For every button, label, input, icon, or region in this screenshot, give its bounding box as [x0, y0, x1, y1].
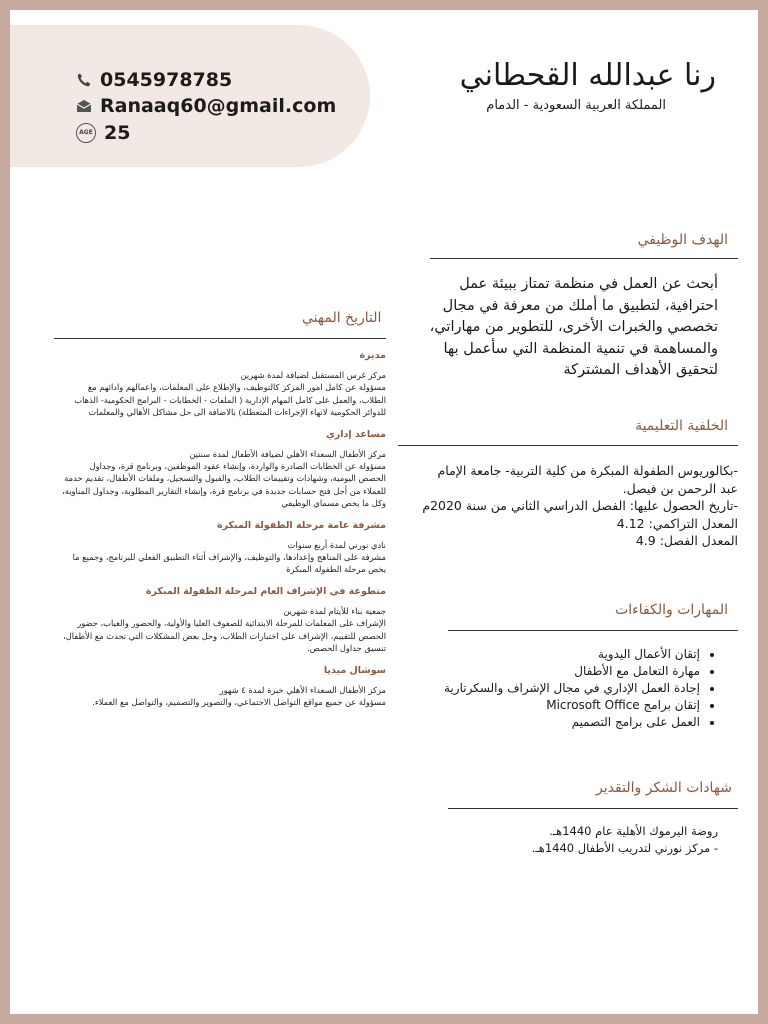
experience-title: التاريخ المهني: [302, 310, 382, 326]
skills-divider: [448, 630, 738, 631]
skill-item: • إجادة العمل الإداري في مجال الإشراف والسكرتارية: [400, 680, 700, 697]
job-description: جمعية بناء للأيتام لمدة شهرين الإشراف على المعلمات للمرحلة الابتدائية للصفوف العليا والأولية، والحضور والغياب، حضور الحصص للتقييم، الإشراف على اختبارات الطلاب، وحل بعض المشكلات التي تحدث مع الأطفال، تنسيق جداول الحصص.: [63, 605, 386, 654]
education-divider: [398, 445, 738, 446]
objective-title: الهدف الوظيفي: [637, 232, 728, 248]
experience-item: [60, 429, 386, 510]
experience-item: [60, 665, 386, 709]
job-title: مساعد إداري: [326, 428, 386, 440]
age-line: [76, 122, 130, 144]
education-title: الخلفية التعليمية: [635, 418, 728, 434]
awards-divider: [448, 808, 738, 809]
job-description: مركز غرس المستقبل لضيافة لمدة شهرين مسؤولة عن كامل امور المركز كالتوظيف، والإطلاع على المعلمات، واعمالهم وادائهم مع الطلاب، والعمل على كامل المهام الإدارية ( الملفات - الخطابات - البرامج الحكومية- الذهاب للدوائر الحكومية لانهاء الإجراءات المتعطلة) بالاضافة الى حل مشاكل الأهالي والمعلمات: [74, 370, 386, 418]
email-line: [76, 95, 336, 117]
experience-item: [60, 586, 386, 655]
email-address[interactable]: Ranaaq60@gmail.com: [100, 95, 337, 117]
candidate-location: المملكة العربية السعودية - الدمام: [486, 98, 666, 113]
awards-title: شهادات الشكر والتقدير: [596, 780, 732, 796]
phone-line: [76, 69, 232, 91]
skill-item: • العمل على برامج التصميم: [400, 714, 700, 731]
phone-number[interactable]: 0545978785: [100, 69, 233, 91]
experience-item: [60, 520, 386, 576]
job-description: نادي نورني لمدة أربع سنوات مشرفة على المناهج وإعدادها، والتوظيف، والإشراف أثناء التطبيق الفعلي للبرنامج، وجميع ما يخص مرحلة الطفولة المبكرة: [72, 539, 386, 575]
education-line: -بكالوريوس الطفولة المبكرة من كلية التربية- جامعة الإمام: [437, 463, 738, 478]
job-title: مديرة: [359, 350, 386, 361]
skill-item: • إتقان برامج Microsoft Office: [400, 697, 700, 714]
job-description: مركز الأطفال السعداء الأهلي لضيافة الأطفال لمدة سنتين مسؤولة عن الخطابات الصادرة والواردة، وإنشاء عقود الموظفين، وبرنامج قرة، وجداول الحصص اليومية، وشهادات وتقييمات الطلاب، والقبول والتسجيل، وملفات الأطفال، تقديم خدمة للعملاء من أجل فتح حسابات جديدة في برنامج قرة، وإنشاء التقارير المطلوبة، وجداول المناوبة، وكل ما يخص مسماي الوظيفي: [62, 448, 386, 509]
job-description: مركز الأطفال السعداء الأهلي خبرة لمدة ٤ شهور مسؤولة عن جميع مواقع التواصل الاجتماعي، والتصوير والتصميم، والتواصل مع العملاء.: [92, 684, 386, 707]
candidate-name: رنا عبدالله القحطاني: [459, 58, 716, 93]
mail-icon: [76, 99, 92, 113]
experience-list: [60, 350, 386, 718]
skill-item: • إتقان الأعمال اليدوية: [400, 646, 700, 663]
job-title: متطوعة في الإشراف العام لمرحلة الطفولة المبكرة: [145, 585, 386, 597]
experience-item: [60, 350, 386, 419]
objective-text: أبحث عن العمل في منظمة تمتاز ببيئة عمل احترافية، لتطبيق ما أملك من معرفة في مجال تخصصي والخبرات الأخرى، للتطوير من مهاراتي، والمساهمة في تنمية المنظمة التي سأعمل بها لتحقيق الأهداف المشتركة: [429, 276, 718, 378]
skills-list: [400, 646, 718, 731]
award-item: روضة اليرموك الأهلية عام 1440هـ.: [549, 824, 718, 838]
experience-divider: [54, 338, 386, 339]
education-line: -تاريخ الحصول عليها: الفصل الدراسي الثاني من سنة 2020م: [422, 498, 738, 513]
age-value: 25: [104, 122, 131, 144]
education-list: [408, 462, 738, 550]
contact-panel: [10, 25, 370, 167]
education-line: المعدل التراكمي: 4.12: [616, 515, 738, 531]
phone-icon: [76, 72, 92, 88]
skill-item: • مهارة التعامل مع الأطفال: [400, 663, 700, 680]
education-line: المعدل الفصل: 4.9: [635, 533, 738, 548]
job-title: مشرفة عامة مرحلة الطفولة المبكرة: [217, 519, 386, 531]
skills-title: المهارات والكفاءات: [615, 602, 728, 618]
age-icon: AGE: [76, 123, 96, 143]
award-item: - مركز نورني لتدريب الأطفال 1440هـ.: [531, 841, 718, 855]
objective-divider: [430, 258, 738, 259]
education-line: عبد الرحمن بن فيصل.: [622, 480, 738, 496]
cv-page: [10, 10, 758, 1014]
awards-list: [418, 823, 718, 857]
job-title: سوشال ميديا: [323, 664, 386, 676]
